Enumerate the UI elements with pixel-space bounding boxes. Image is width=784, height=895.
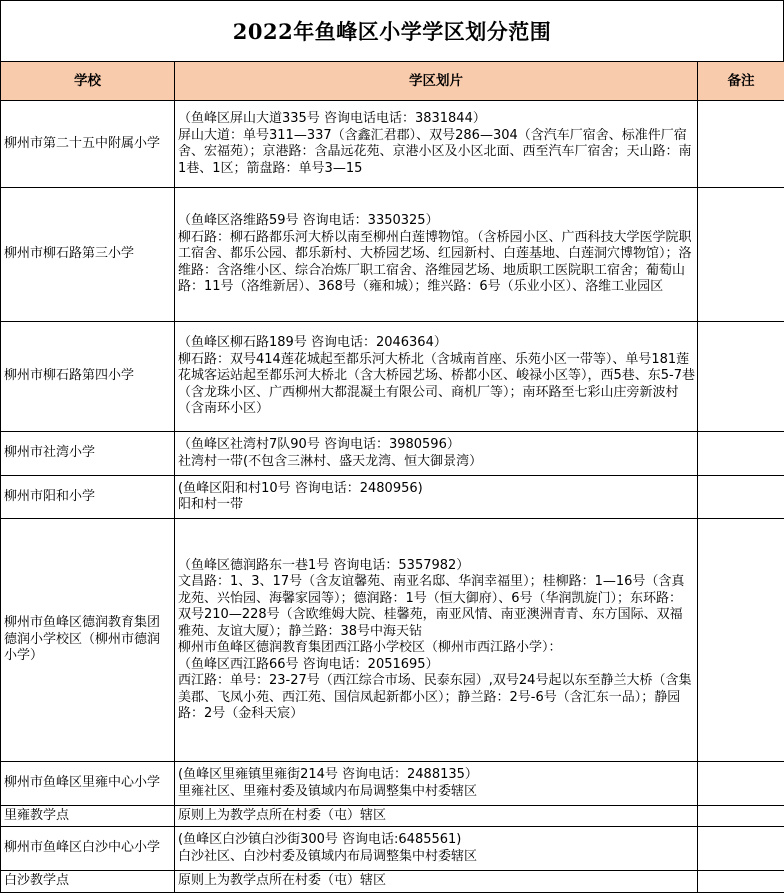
area-line: （鱼峰区柳石路189号 咨询电话：2046364）	[178, 335, 447, 351]
header-note: 备注	[698, 62, 784, 101]
area-cell	[175, 827, 698, 871]
note-cell	[698, 188, 784, 322]
school-cell: 柳州市社湾小学	[1, 432, 175, 476]
area-line: （鱼峰区西江路66号 咨询电话：2051695）	[178, 656, 439, 672]
header-school: 学校	[1, 62, 175, 101]
school-cell: 柳州市柳石路第四小学	[1, 322, 175, 432]
area-line: 屏山大道：单号311—337（含鑫汇君郡）、双号286—304（含汽车厂宿舍、标准件厂宿舍、宏福苑）；京港路：含晶远花苑、京港小区及小区北面、西至汽车厂宿舍；天山路：南1巷、1区；箭盘路：单号3—15	[178, 127, 692, 176]
area-cell	[175, 432, 698, 476]
table-row	[1, 762, 784, 806]
area-cell	[175, 762, 698, 806]
area-line: 社湾村一带(不包含三淋村、盛天龙湾、恒大御景湾）	[178, 453, 483, 469]
school-cell: 柳州市鱼峰区白沙中心小学	[1, 827, 175, 871]
table-row	[1, 519, 784, 762]
area-line: (鱼峰区阳和村10号 咨询电话：2480956)	[178, 480, 423, 496]
table-row	[1, 322, 784, 432]
area-line: 白沙社区、白沙村委及镇域内布局调整集中村委辖区	[178, 848, 478, 864]
area-line: （鱼峰区社湾村7队90号 咨询电话：3980596）	[178, 437, 460, 452]
table-row	[1, 827, 784, 871]
table-row	[1, 432, 784, 476]
note-cell	[698, 519, 784, 762]
area-cell	[175, 101, 698, 188]
area-line: （鱼峰区屏山大道335号 咨询电话电话：3831844）	[178, 111, 486, 126]
table-row	[1, 476, 784, 519]
note-cell	[698, 101, 784, 188]
area-cell	[175, 806, 698, 827]
header-area: 学区划片	[175, 62, 698, 101]
area-line: 柳州市鱼峰区德润教育集团西江路小学校区（柳州市西江路小学）：	[178, 640, 562, 655]
area-cell	[175, 322, 698, 432]
note-cell	[698, 806, 784, 827]
school-cell: 白沙教学点	[1, 871, 175, 893]
area-line: （鱼峰区洛维路59号 咨询电话：3350325）	[178, 213, 439, 229]
area-cell	[175, 871, 698, 893]
table-row	[1, 806, 784, 827]
area-cell	[175, 476, 698, 519]
note-cell	[698, 871, 784, 893]
table-row	[1, 101, 784, 188]
area-line: 原则上为教学点所在村委（屯）辖区	[178, 873, 387, 889]
table-row	[1, 188, 784, 322]
area-line: (鱼峰区里雍镇里雍街214号 咨询电话：2488135）	[178, 767, 478, 782]
note-cell	[698, 322, 784, 432]
school-cell: 柳州市柳石路第三小学	[1, 188, 175, 322]
area-line: (鱼峰区白沙镇白沙街300号 咨询电话:6485561)	[178, 832, 462, 847]
note-cell	[698, 827, 784, 871]
school-cell: 柳州市鱼峰区里雍中心小学	[1, 762, 175, 806]
area-line: 阳和村一带	[178, 497, 244, 512]
area-line: 柳石路：双号414莲花城起至都乐河大桥北（含城南首座、乐苑小区一带等）、单号181莲花城客运站起至都乐河大桥北（含大桥园艺场、桥都小区、峻禄小区等），西5巷、东5-7巷（含龙珠小区、广西柳州大都混凝土有限公司、商机厂等）；南环路至七彩山庄旁新波村（含南环小区）	[178, 351, 696, 417]
area-line: （鱼峰区德润路东一巷1号 咨询电话：5357982）	[178, 557, 470, 573]
school-cell: 里雍教学点	[1, 806, 175, 827]
area-line: 原则上为教学点所在村委（屯）辖区	[178, 807, 387, 823]
school-cell: 柳州市阳和小学	[1, 476, 175, 519]
area-line: 柳石路：柳石路都乐河大桥以南至柳州白莲博物馆。（含桥园小区、广西科技大学医学院职工宿舍、都乐公园、都乐新村、大桥园艺场、红园新村、白莲基地、白莲洞穴博物馆）；洛维路：含洛维小区、综合冶炼厂职工宿舍、洛维园艺场、地质职工医院职工宿舍；葡萄山路：11号（洛维新居）、368号（雍和城）；维兴路：6号（乐业小区）、洛维工业园区	[178, 229, 692, 295]
note-cell	[698, 476, 784, 519]
note-cell	[698, 762, 784, 806]
district-table	[0, 61, 784, 893]
page-title: 2022年鱼峰区小学学区划分范围	[0, 0, 784, 62]
school-cell: 柳州市第二十五中附属小学	[1, 101, 175, 188]
area-line: 文昌路：1、3、17号（含友谊馨苑、南亚名邸、华润幸福里）；桂柳路：1—16号（含真龙苑、兴怡园、海馨家园等）；德润路：1号（恒大御府）、6号（华润凯旋门）；东环路：双号210—228号（含欧维姆大院、桂馨苑，南亚风情、南亚澳洲青青、东方国际、双福雅苑、友谊大厦）；静兰路：38号中海天钻	[178, 574, 685, 639]
table-row	[1, 871, 784, 893]
area-line: 西江路：单号：23-27号（西江综合市场、民泰东园）,双号24号起以东至静兰大桥（含集美郡、飞凤小苑、西江苑、国信凤起新都小区）；静兰路：2号-6号（含汇东一品）；静园路：2号（金科天宸）	[178, 673, 692, 721]
school-cell: 柳州市鱼峰区德润教育集团德润小学校区（柳州市德润小学）	[1, 519, 175, 762]
area-line: 里雍社区、里雍村委及镇域内布局调整集中村委辖区	[178, 783, 478, 799]
note-cell	[698, 432, 784, 476]
area-cell	[175, 519, 698, 762]
header-row	[1, 62, 784, 101]
area-cell	[175, 188, 698, 322]
